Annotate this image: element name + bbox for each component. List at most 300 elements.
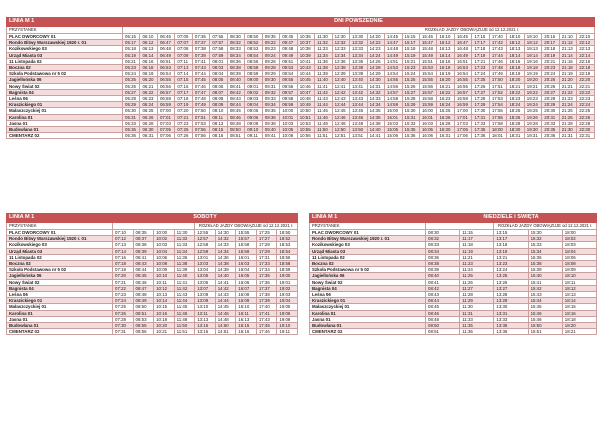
departure-time: 10:47: [297, 89, 314, 95]
departure-time: 14:57: [385, 89, 402, 95]
departure-time: 15:33: [528, 242, 562, 248]
departure-time: 22:30: [577, 127, 595, 133]
departure-time: 10:39: [297, 52, 314, 58]
departure-time: 06:57: [157, 89, 174, 95]
departure-time: 16:15: [236, 323, 257, 329]
departure-time: 17:31: [472, 114, 489, 120]
departure-time: 22:28: [577, 120, 595, 126]
departure-time: 22:25: [577, 108, 595, 114]
departure-time: 05:24: [123, 71, 140, 77]
departure-time: 15:36: [528, 254, 562, 260]
departure-time: 17:27: [256, 236, 277, 242]
departure-time: 18:50: [277, 230, 298, 236]
departure-time: 13:28: [494, 292, 528, 298]
spacer-cell: [123, 27, 350, 34]
stop-name: Kozikowskiego 03: [7, 46, 123, 52]
departure-time: 18:56: [277, 254, 298, 260]
departure-time: 18:28: [507, 120, 524, 126]
sunday-timetable: [309, 213, 597, 335]
departure-time: 11:17: [460, 236, 494, 242]
departure-time: 15:25: [402, 77, 419, 83]
departure-time: 05:27: [123, 89, 140, 95]
departure-time: 11:41: [174, 279, 195, 285]
departure-time: 17:35: [256, 273, 277, 279]
line-title: LINIA M 1: [310, 214, 426, 223]
departure-time: 17:41: [256, 310, 277, 316]
stop-name: Rondo Bitwy Warszawskiej 1920 r. 01: [7, 40, 123, 46]
departure-time: 10:02: [154, 236, 175, 242]
departure-time: 16:13: [437, 46, 454, 52]
departure-time: 16:03: [236, 261, 257, 267]
departure-time: 20:18: [542, 46, 559, 52]
departure-time: 05:35: [123, 127, 140, 133]
departure-time: 17:46: [256, 329, 277, 335]
departure-time: 22:14: [577, 52, 595, 58]
departure-time: 14:30: [367, 77, 384, 83]
departure-time: 17:29: [472, 102, 489, 108]
departure-time: 15:06: [385, 133, 402, 139]
departure-time: 16:10: [236, 304, 257, 310]
departure-time: 14:44: [215, 298, 236, 304]
departure-time: 08:48: [426, 316, 460, 322]
departure-time: 05:36: [123, 133, 140, 139]
departure-time: 05:23: [123, 65, 140, 71]
departure-time: 16:14: [437, 52, 454, 58]
stop-name: Nowy Świat 02: [7, 279, 113, 285]
departure-time: 17:56: [489, 114, 506, 120]
departure-time: 07:06: [157, 133, 174, 139]
departure-time: 11:39: [315, 71, 332, 77]
departure-time: 12:38: [332, 65, 349, 71]
departure-time: 13:36: [350, 58, 367, 64]
departure-time: 06:10: [140, 34, 157, 40]
departure-time: 16:06: [419, 133, 436, 139]
departure-time: 09:49: [280, 52, 297, 58]
departure-time: 18:20: [507, 77, 524, 83]
departure-time: 10:53: [297, 120, 314, 126]
departure-time: 06:31: [140, 133, 157, 139]
departure-time: 09:45: [280, 34, 297, 40]
departure-time: 14:30: [215, 230, 236, 236]
departure-time: 15:50: [528, 323, 562, 329]
departure-time: 07:05: [157, 127, 174, 133]
departure-time: 21:22: [559, 89, 576, 95]
departure-time: 20:23: [542, 65, 559, 71]
departure-time: 15:23: [402, 65, 419, 71]
departure-time: 11:24: [460, 267, 494, 273]
departure-time: 19:25: [524, 108, 541, 114]
stop-name: 11 Listopada 02: [7, 58, 123, 64]
departure-time: 15:57: [236, 236, 257, 242]
departure-time: 15:59: [419, 102, 436, 108]
departure-time: 05:18: [123, 46, 140, 52]
departure-time: 17:28: [472, 96, 489, 102]
departure-time: 11:15: [460, 230, 494, 236]
departure-time: 19:05: [277, 304, 298, 310]
departure-time: 09:56: [280, 83, 297, 89]
departure-time: 15:01: [385, 114, 402, 120]
departure-time: 18:16: [507, 58, 524, 64]
stop-name: Jasna 01: [7, 316, 113, 322]
departure-time: 15:21: [402, 58, 419, 64]
departure-time: 08:53: [133, 316, 154, 322]
departure-time: 19:23: [524, 96, 541, 102]
departure-time: 08:41: [133, 254, 154, 260]
departure-time: 08:45: [426, 304, 460, 310]
departure-time: 18:18: [562, 316, 596, 322]
departure-time: 06:45: [157, 34, 174, 40]
subheader-row: [7, 27, 595, 34]
departure-time: 10:16: [154, 310, 175, 316]
departure-time: 17:40: [256, 304, 277, 310]
departure-time: 14:55: [385, 77, 402, 83]
departure-time: 17:27: [472, 89, 489, 95]
departure-time: 17:43: [489, 46, 506, 52]
departure-time: 16:49: [454, 52, 471, 58]
departure-time: 13:19: [494, 248, 528, 254]
departure-time: 12:34: [332, 52, 349, 58]
departure-time: 09:11: [245, 133, 262, 139]
departure-time: 17:33: [256, 261, 277, 267]
departure-time: 07:18: [175, 96, 192, 102]
departure-time: 07:13: [113, 242, 134, 248]
departure-time: 18:02: [562, 236, 596, 242]
departure-time: 17:00: [454, 108, 471, 114]
departure-time: 06:24: [140, 102, 157, 108]
departure-time: 16:13: [236, 316, 257, 322]
table-row: [310, 329, 597, 335]
departure-time: 08:46: [426, 310, 460, 316]
departure-time: 14:41: [367, 133, 384, 139]
departure-time: 20:15: [542, 34, 559, 40]
departure-time: 07:37: [192, 40, 209, 46]
departure-time: 13:40: [350, 77, 367, 83]
departure-time: 18:14: [562, 298, 596, 304]
departure-time: 07:30: [113, 323, 134, 329]
departure-time: 06:59: [157, 102, 174, 108]
departure-time: 13:33: [494, 316, 528, 322]
departure-time: 12:36: [332, 58, 349, 64]
departure-time: 22:13: [577, 46, 595, 52]
departure-time: 13:07: [195, 285, 216, 291]
departure-time: 06:23: [140, 96, 157, 102]
departure-time: 17:06: [454, 133, 471, 139]
departure-time: 11:26: [460, 279, 494, 285]
stop-name: Jasna 01: [7, 120, 123, 126]
departure-time: 07:41: [192, 58, 209, 64]
departure-time: 14:58: [385, 96, 402, 102]
departure-time: 08:44: [227, 102, 244, 108]
departure-time: 18:15: [562, 304, 596, 310]
departure-time: 14:49: [385, 52, 402, 58]
departure-time: 18:09: [562, 267, 596, 273]
departure-time: 18:53: [277, 242, 298, 248]
departure-time: 15:46: [528, 310, 562, 316]
departure-time: 05:21: [123, 58, 140, 64]
departure-time: 15:30: [402, 108, 419, 114]
departure-time: 05:17: [123, 40, 140, 46]
departure-time: 17:25: [472, 77, 489, 83]
departure-time: 08:06: [210, 83, 227, 89]
departure-time: 16:05: [236, 273, 257, 279]
departure-time: 11:34: [174, 248, 195, 254]
departure-time: 22:18: [577, 65, 595, 71]
departure-time: 16:06: [236, 279, 257, 285]
departure-time: 13:25: [494, 273, 528, 279]
departure-time: 09:57: [280, 89, 297, 95]
departure-time: 10:10: [154, 273, 175, 279]
departure-time: 21:10: [559, 34, 576, 40]
stop-name: Budowlana 01: [7, 127, 123, 133]
departure-time: 09:36: [262, 114, 279, 120]
departure-time: 17:42: [489, 40, 506, 46]
departure-time: 12:39: [332, 71, 349, 77]
departure-time: 13:39: [350, 71, 367, 77]
departure-time: 16:18: [437, 65, 454, 71]
departure-time: 11:27: [460, 285, 494, 291]
departure-time: 07:20: [175, 108, 192, 114]
departure-time: 08:16: [210, 133, 227, 139]
departure-time: 08:38: [133, 242, 154, 248]
departure-time: 10:03: [280, 120, 297, 126]
departure-time: 07:14: [175, 71, 192, 77]
weekday-timetable: [6, 17, 595, 139]
header-row: [7, 18, 595, 27]
departure-time: 08:56: [133, 329, 154, 335]
departure-time: 11:46: [174, 310, 195, 316]
departure-time: 15:27: [402, 89, 419, 95]
departure-time: 13:16: [195, 329, 216, 335]
departure-time: 15:58: [236, 242, 257, 248]
departure-time: 18:20: [562, 323, 596, 329]
departure-time: 19:10: [524, 34, 541, 40]
departure-time: 12:30: [332, 34, 349, 40]
stop-column-header: PRZYSTANEK: [7, 223, 113, 230]
departure-time: 11:34: [315, 52, 332, 58]
departure-time: 10:01: [280, 114, 297, 120]
departure-time: 17:54: [489, 102, 506, 108]
departure-time: 08:45: [133, 273, 154, 279]
departure-time: 05:19: [123, 52, 140, 58]
departure-time: 08:04: [210, 71, 227, 77]
departure-time: 12:57: [195, 236, 216, 242]
departure-time: 19:31: [524, 133, 541, 139]
departure-time: 16:05: [419, 127, 436, 133]
departure-time: 18:58: [277, 261, 298, 267]
departure-time: 07:19: [175, 102, 192, 108]
departure-time: 15:29: [402, 102, 419, 108]
departure-time: 14:20: [367, 34, 384, 40]
departure-time: 07:23: [113, 292, 134, 298]
departure-time: 15:28: [402, 96, 419, 102]
departure-time: 07:55: [192, 127, 209, 133]
departure-time: 08:37: [133, 236, 154, 242]
departure-time: 06:14: [140, 52, 157, 58]
departure-time: 12:42: [332, 89, 349, 95]
departure-time: 16:54: [454, 71, 471, 77]
departure-time: 20:25: [542, 77, 559, 83]
departure-time: 15:31: [402, 114, 419, 120]
departure-time: 11:19: [460, 248, 494, 254]
departure-time: 17:36: [256, 279, 277, 285]
departure-time: 21:31: [559, 133, 576, 139]
departure-time: 14:46: [215, 310, 236, 316]
departure-time: 07:12: [113, 236, 134, 242]
departure-time: 13:09: [195, 298, 216, 304]
departure-time: 18:13: [562, 292, 596, 298]
departure-time: 11:28: [460, 292, 494, 298]
departure-time: 11:43: [315, 96, 332, 102]
stop-name: Rondo Bitwy Warszawskiej 1920 r. 01: [310, 236, 426, 242]
departure-time: 10:55: [297, 127, 314, 133]
departure-time: 15:34: [528, 248, 562, 254]
departure-time: 07:01: [157, 114, 174, 120]
departure-time: 11:29: [460, 298, 494, 304]
departure-time: 15:54: [419, 71, 436, 77]
departure-time: 07:47: [192, 89, 209, 95]
departure-time: 15:51: [528, 329, 562, 335]
departure-time: 05:28: [123, 96, 140, 102]
departure-time: 07:21: [175, 114, 192, 120]
departure-time: 16:01: [419, 114, 436, 120]
departure-time: 13:30: [350, 34, 367, 40]
departure-time: 11:30: [460, 304, 494, 310]
departure-time: 18:24: [507, 102, 524, 108]
departure-time: 18:30: [507, 127, 524, 133]
departure-time: 21:19: [559, 71, 576, 77]
departure-time: 17:53: [489, 96, 506, 102]
departure-time: 14:31: [367, 83, 384, 89]
departure-time: 11:39: [174, 267, 195, 273]
departure-time: 15:35: [402, 127, 419, 133]
departure-time: 05:15: [123, 34, 140, 40]
departure-time: 16:22: [437, 89, 454, 95]
departure-time: 16:31: [437, 133, 454, 139]
departure-time: 18:26: [507, 114, 524, 120]
departure-time: 05:26: [123, 83, 140, 89]
departure-time: 13:31: [494, 310, 528, 316]
departure-time: 16:59: [454, 102, 471, 108]
departure-time: 19:11: [277, 329, 298, 335]
departure-time: 07:51: [192, 114, 209, 120]
day-type: NIEDZIELE I ŚWIĘTA: [426, 214, 597, 223]
departure-time: 14:22: [367, 40, 384, 46]
departure-time: 06:12: [140, 40, 157, 46]
departure-time: 22:16: [577, 58, 595, 64]
departure-time: 18:04: [562, 248, 596, 254]
departure-time: 14:59: [385, 102, 402, 108]
departure-time: 06:55: [157, 77, 174, 83]
stop-name: Urząd Miasta 03: [7, 52, 123, 58]
departure-time: 11:45: [315, 108, 332, 114]
departure-time: 21:13: [559, 46, 576, 52]
departure-time: 11:48: [174, 316, 195, 322]
departure-time: 16:21: [437, 83, 454, 89]
departure-time: 14:23: [367, 46, 384, 52]
departure-time: 10:04: [154, 248, 175, 254]
departure-time: 09:23: [262, 46, 279, 52]
departure-time: 06:20: [140, 77, 157, 83]
departure-time: 08:43: [426, 292, 460, 298]
validity-note: ROZKŁAD JAZDY OBOWIĄZUJE od 12.12.2021 r.: [494, 223, 597, 230]
departure-time: 15:41: [528, 279, 562, 285]
departure-time: 14:50: [215, 323, 236, 329]
departure-time: 21:23: [559, 96, 576, 102]
departure-time: 10:09: [154, 267, 175, 273]
departure-time: 10:05: [280, 127, 297, 133]
stop-name: Szkoła Podstawowa nr 5 02: [310, 267, 426, 273]
stop-name: 11 Listopada 02: [310, 254, 426, 260]
departure-time: 07:57: [210, 40, 227, 46]
departure-time: 19:04: [277, 298, 298, 304]
stop-name: Bagnista 04: [310, 285, 426, 291]
departure-time: 22:26: [577, 114, 595, 120]
departure-time: 22:20: [577, 77, 595, 83]
departure-time: 07:26: [175, 133, 192, 139]
departure-time: 17:34: [256, 267, 277, 273]
departure-time: 11:51: [315, 133, 332, 139]
departure-time: 17:58: [489, 120, 506, 126]
departure-time: 08:07: [210, 89, 227, 95]
departure-time: 19:03: [277, 292, 298, 298]
departure-time: 19:22: [524, 89, 541, 95]
departure-time: 15:26: [402, 83, 419, 89]
departure-time: 16:23: [437, 96, 454, 102]
departure-time: 11:25: [460, 273, 494, 279]
departure-time: 15:24: [402, 71, 419, 77]
departure-time: 12:48: [332, 120, 349, 126]
stop-name: Karolina 01: [7, 310, 113, 316]
header-row: [7, 214, 298, 223]
departure-time: 14:36: [367, 114, 384, 120]
departure-time: 08:54: [245, 52, 262, 58]
departure-time: 08:30: [227, 34, 244, 40]
departure-time: 21:26: [559, 114, 576, 120]
departure-time: 06:26: [140, 114, 157, 120]
departure-time: 19:21: [524, 83, 541, 89]
departure-time: 19:12: [524, 40, 541, 46]
departure-time: 15:55: [236, 230, 257, 236]
departure-time: 10:18: [154, 316, 175, 322]
departure-time: 07:50: [192, 108, 209, 114]
departure-time: 16:00: [419, 108, 436, 114]
departure-time: 09:58: [280, 96, 297, 102]
departure-time: 19:19: [524, 71, 541, 77]
departure-time: 11:51: [174, 329, 195, 335]
stop-name: Urząd Miasta 03: [7, 248, 113, 254]
departure-time: 12:51: [332, 133, 349, 139]
departure-time: 16:28: [437, 120, 454, 126]
departure-time: 15:47: [419, 40, 436, 46]
departure-time: 15:57: [419, 89, 436, 95]
departure-time: 20:28: [542, 96, 559, 102]
departure-time: 19:24: [524, 102, 541, 108]
departure-time: 13:05: [195, 273, 216, 279]
departure-time: 10:20: [154, 323, 175, 329]
departure-time: 17:28: [256, 242, 277, 248]
departure-time: 10:00: [280, 108, 297, 114]
departure-time: 17:50: [489, 77, 506, 83]
departure-time: 15:30: [528, 230, 562, 236]
departure-time: 16:26: [437, 114, 454, 120]
departure-time: 12:45: [332, 108, 349, 114]
departure-time: 15:18: [402, 46, 419, 52]
departure-time: 19:10: [277, 323, 298, 329]
departure-time: 11:45: [174, 304, 195, 310]
departure-time: 14:48: [385, 46, 402, 52]
departure-time: 06:47: [157, 40, 174, 46]
departure-time: 07:44: [192, 71, 209, 77]
